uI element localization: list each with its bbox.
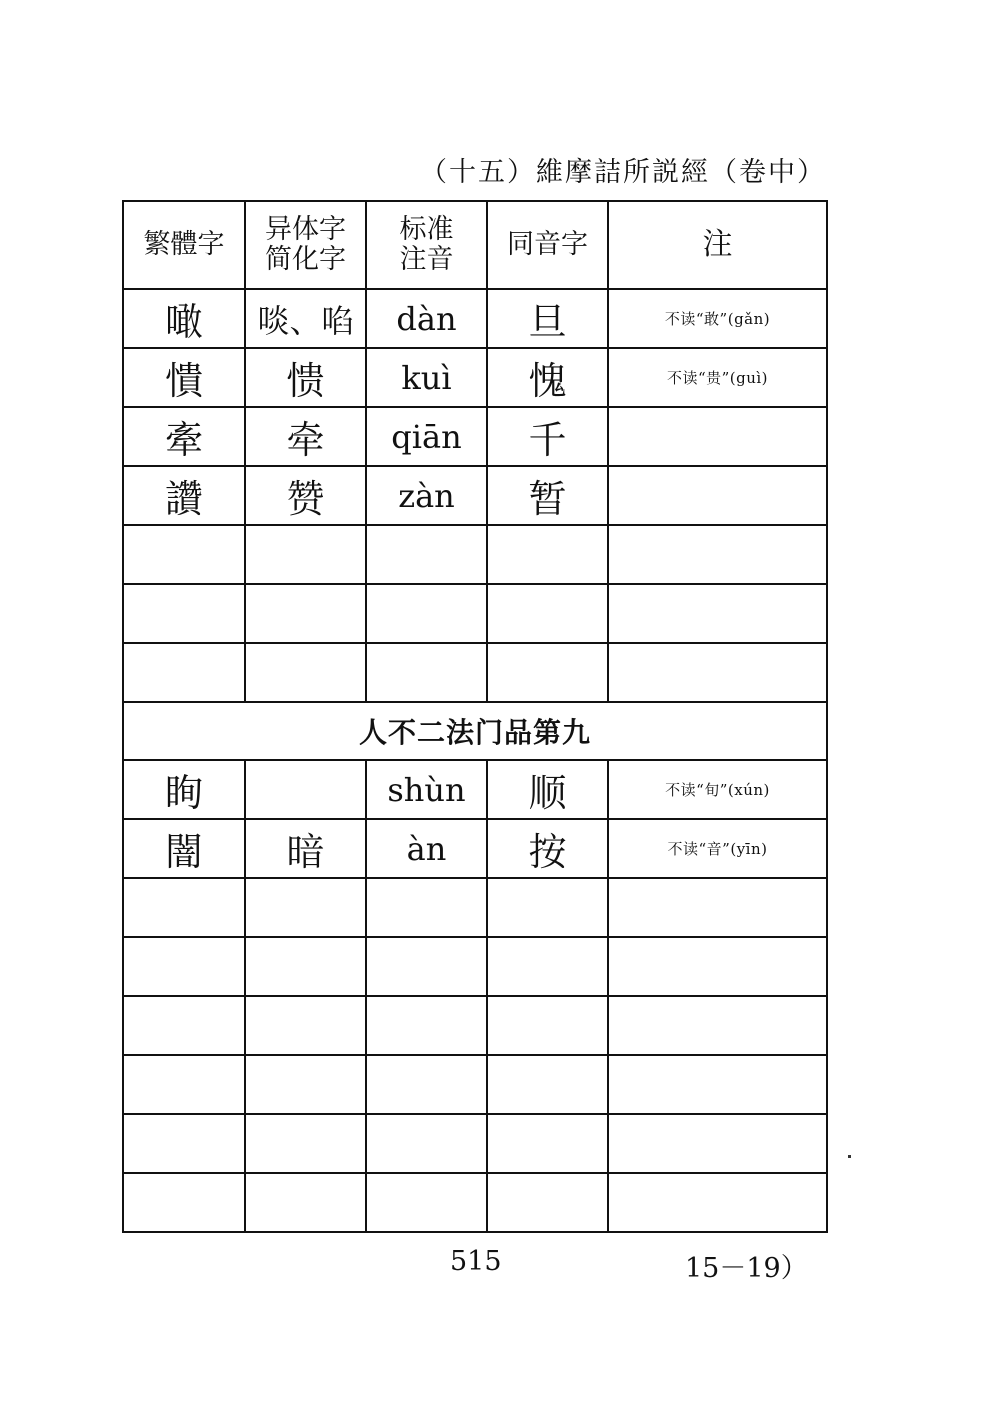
cell-variant-simplified <box>245 1173 366 1232</box>
cell-traditional-char <box>123 643 245 702</box>
table-row <box>123 819 827 878</box>
cell-pinyin <box>366 643 487 702</box>
cell-variant-simplified <box>245 760 366 819</box>
cell-variant-simplified: 牵 <box>245 407 366 466</box>
cell-homophone <box>487 643 608 702</box>
cell-note: 不读“旬”(xún) <box>608 760 827 819</box>
cell-note: 不读“贵”(guì) <box>608 348 827 407</box>
table-row <box>123 466 827 525</box>
cell-pinyin <box>366 1114 487 1173</box>
table-row <box>123 1173 827 1232</box>
cell-pinyin: kuì <box>366 348 487 407</box>
column-header-note: 注 <box>608 201 827 289</box>
cell-pinyin <box>366 937 487 996</box>
table-row <box>123 289 827 348</box>
cell-homophone <box>487 584 608 643</box>
cell-variant-simplified: 赞 <box>245 466 366 525</box>
table-row <box>123 937 827 996</box>
table-row <box>123 407 827 466</box>
cell-homophone <box>487 878 608 937</box>
cell-homophone: 愧 <box>487 348 608 407</box>
table-row <box>123 348 827 407</box>
cell-variant-simplified <box>245 525 366 584</box>
cell-note <box>608 937 827 996</box>
cell-note: 不读“敢”(gǎn) <box>608 289 827 348</box>
page-reference: 15－19） <box>685 1253 808 1284</box>
table-row <box>123 996 827 1055</box>
table-row <box>123 878 827 937</box>
cell-traditional-char <box>123 937 245 996</box>
cell-variant-simplified <box>245 643 366 702</box>
cell-homophone: 千 <box>487 407 608 466</box>
cell-note <box>608 525 827 584</box>
cell-variant-simplified: 暗 <box>245 819 366 878</box>
cell-note <box>608 878 827 937</box>
cell-pinyin <box>366 1173 487 1232</box>
cell-homophone: 旦 <box>487 289 608 348</box>
cell-pinyin: qiān <box>366 407 487 466</box>
cell-variant-simplified <box>245 1114 366 1173</box>
cell-pinyin <box>366 996 487 1055</box>
cell-traditional-char: 牽 <box>123 407 245 466</box>
cell-traditional-char: 噉 <box>123 289 245 348</box>
cell-pinyin: shùn <box>366 760 487 819</box>
table-row <box>123 525 827 584</box>
cell-pinyin <box>366 878 487 937</box>
cell-homophone <box>487 1055 608 1114</box>
cell-traditional-char: 眴 <box>123 760 245 819</box>
table-row <box>123 760 827 819</box>
cell-pinyin <box>366 584 487 643</box>
cell-note: 不读“音”(yīn) <box>608 819 827 878</box>
cell-variant-simplified <box>245 1055 366 1114</box>
page-header: （十五）維摩詰所説經（卷中） <box>420 157 826 188</box>
cell-note <box>608 407 827 466</box>
cell-note <box>608 643 827 702</box>
cell-homophone <box>487 937 608 996</box>
cell-traditional-char <box>123 878 245 937</box>
column-header-traditional-char: 繁體字 <box>123 201 245 289</box>
cell-variant-simplified <box>245 937 366 996</box>
cell-traditional-char: 讚 <box>123 466 245 525</box>
cell-variant-simplified: 愦 <box>245 348 366 407</box>
cell-variant-simplified <box>245 878 366 937</box>
cell-homophone: 按 <box>487 819 608 878</box>
table-row <box>123 1114 827 1173</box>
cell-traditional-char: 闇 <box>123 819 245 878</box>
cell-note <box>608 1114 827 1173</box>
cell-note <box>608 584 827 643</box>
cell-traditional-char <box>123 1055 245 1114</box>
column-header-variant-simplified: 异体字 简化字 <box>245 201 366 289</box>
pronunciation-table <box>122 200 828 1233</box>
section-row <box>123 702 827 760</box>
cell-pinyin: dàn <box>366 289 487 348</box>
page-number: 515 <box>450 1246 502 1277</box>
cell-pinyin: zàn <box>366 466 487 525</box>
cell-homophone <box>487 996 608 1055</box>
cell-homophone: 顺 <box>487 760 608 819</box>
cell-traditional-char <box>123 584 245 643</box>
cell-pinyin <box>366 1055 487 1114</box>
stray-mark <box>848 1155 851 1158</box>
table-row <box>123 643 827 702</box>
cell-note <box>608 1055 827 1114</box>
cell-traditional-char: 憒 <box>123 348 245 407</box>
cell-variant-simplified <box>245 996 366 1055</box>
cell-traditional-char <box>123 1173 245 1232</box>
section-title: 人不二法门品第九 <box>123 702 827 760</box>
cell-traditional-char <box>123 525 245 584</box>
table-row <box>123 584 827 643</box>
cell-variant-simplified: 啖、啗 <box>245 289 366 348</box>
cell-homophone <box>487 1173 608 1232</box>
cell-note <box>608 1173 827 1232</box>
cell-homophone: 暂 <box>487 466 608 525</box>
cell-variant-simplified <box>245 584 366 643</box>
table-header-row <box>123 201 827 289</box>
column-header-homophone: 同音字 <box>487 201 608 289</box>
cell-pinyin: àn <box>366 819 487 878</box>
cell-traditional-char <box>123 1114 245 1173</box>
cell-pinyin <box>366 525 487 584</box>
table-row <box>123 1055 827 1114</box>
cell-homophone <box>487 1114 608 1173</box>
column-header-pinyin: 标准 注音 <box>366 201 487 289</box>
cell-note <box>608 466 827 525</box>
cell-homophone <box>487 525 608 584</box>
cell-note <box>608 996 827 1055</box>
cell-traditional-char <box>123 996 245 1055</box>
